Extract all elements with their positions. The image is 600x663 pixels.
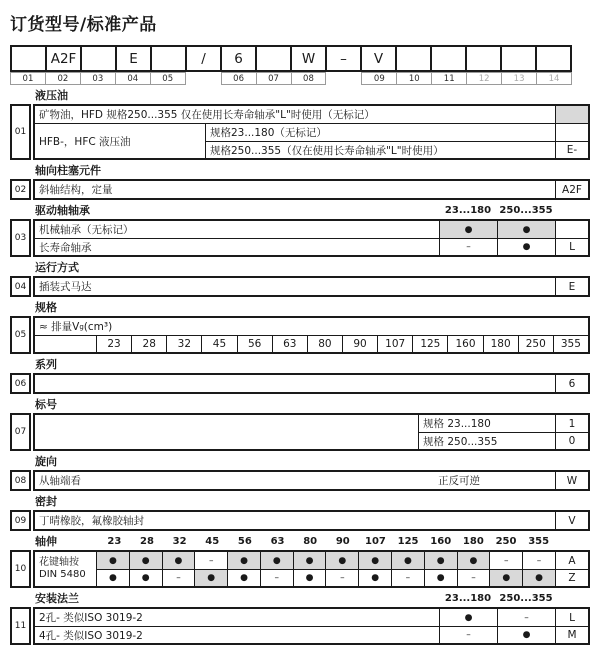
availability-cell: ●: [358, 570, 391, 586]
table-row: [35, 626, 588, 643]
displacement-label: ≈ 排量V g (cm³): [39, 320, 113, 333]
availability-cell: ●: [162, 552, 195, 569]
section-heading: 标号: [35, 398, 57, 411]
table-row: [418, 432, 588, 449]
availability-cell: ●: [424, 570, 457, 586]
code-number: 07: [268, 73, 279, 84]
size-value: 63: [283, 338, 297, 350]
size-value: 160: [455, 338, 476, 350]
availability-cell: –: [325, 570, 358, 586]
option-label: 规格 23...180: [418, 415, 555, 432]
section-index: [10, 399, 590, 451]
code-number-cell: [326, 72, 361, 85]
availability-cell: ●: [391, 552, 424, 569]
availability-cell: –: [391, 570, 424, 586]
availability-cell: –: [162, 570, 195, 586]
option-code: [555, 106, 588, 123]
code-letter-cell: [502, 47, 537, 70]
size-value-cell: [96, 336, 131, 352]
option-code: M: [555, 627, 588, 643]
code-number: 03: [92, 73, 104, 84]
code-letter-cell: [467, 47, 502, 70]
table-row: [35, 335, 588, 352]
section-number: 10: [10, 550, 31, 588]
option-label: 丁晴橡胶，氟橡胶轴封: [39, 515, 144, 527]
size-range-header: 23...180: [444, 205, 492, 216]
availability-cell: ●: [227, 552, 260, 569]
code-number-cell: [292, 72, 327, 85]
availability-cell: ●: [489, 570, 522, 586]
table-row: [35, 278, 588, 295]
section-heading: 规格: [35, 301, 57, 314]
size-value-cell: [342, 336, 377, 352]
availability-cell: ●: [293, 570, 326, 586]
code-number: 05: [162, 73, 174, 84]
option-code: A2F: [555, 181, 588, 198]
option-code: 0: [555, 433, 588, 449]
code-letter: W: [301, 50, 316, 67]
size-value-cell: [201, 336, 236, 352]
section-number: 11: [10, 607, 31, 645]
table-row: [35, 221, 588, 238]
code-letter-cell: [117, 47, 152, 70]
section-heading: 轴伸: [35, 535, 57, 548]
code-letter-cell: [397, 47, 432, 70]
option-code: L: [555, 609, 588, 626]
option-label: 长寿命轴承: [39, 241, 92, 254]
size-value-cell: [237, 336, 272, 352]
size-value: 125: [420, 338, 441, 350]
table-row: [35, 238, 588, 255]
section-number: 07: [10, 413, 31, 451]
availability-cell: –: [439, 239, 497, 255]
size-range-header: 250...355: [499, 593, 553, 604]
option-label: 机械轴承（无标记）: [39, 224, 134, 236]
shaft-size-header: 180: [462, 536, 484, 547]
option-label: 从轴端看: [39, 475, 81, 487]
shaft-availability-row-z: [96, 570, 555, 586]
availability-cell: ●: [293, 552, 326, 569]
size-value-cell: [377, 336, 412, 352]
availability-cell: ●: [129, 570, 162, 586]
code-number: 09: [373, 73, 385, 84]
option-label: 规格250...355（仅在使用长寿命轴承"L"时使用）: [205, 142, 555, 158]
size-value: 45: [212, 338, 227, 350]
option-code: 6: [555, 375, 588, 392]
availability-cell: ●: [260, 552, 293, 569]
section-heading: 安装法兰: [35, 592, 79, 605]
section-hydraulic-fluid: [10, 90, 590, 160]
code-number: 01: [22, 73, 34, 84]
availability-cell: ●: [497, 221, 555, 238]
code-number-cell: [432, 72, 467, 85]
availability-cell: ●: [358, 552, 391, 569]
code-number-cell: [151, 72, 186, 85]
size-value: 32: [177, 338, 192, 350]
code-number: 10: [408, 73, 420, 84]
option-label: 矿物油，HFD 规格250...355 仅在使用长寿命轴承"L"时使用（无标记）: [39, 109, 375, 121]
option-code: 1: [555, 415, 588, 432]
shaft-size-header: 63: [270, 536, 285, 547]
shaft-size-header: 355: [528, 536, 550, 547]
shaft-size-header: 32: [172, 536, 187, 547]
section-drive-shaft-bearing: [10, 205, 590, 257]
availability-cell: –: [260, 570, 293, 586]
section-heading: 运行方式: [35, 261, 79, 274]
section-number: 01: [10, 104, 31, 160]
size-value: 355: [560, 338, 581, 350]
ordering-code-table: [10, 45, 572, 85]
code-number-cell: [257, 72, 292, 85]
section-heading: 密封: [35, 495, 57, 508]
option-label: 规格23...180（无标记）: [205, 124, 555, 141]
code-number: 04: [127, 73, 139, 84]
availability-cell: ●: [96, 552, 129, 569]
availability-cell: ●: [424, 552, 457, 569]
code-number: 02: [57, 73, 69, 84]
availability-cell: –: [489, 552, 522, 569]
code-letter-cell: [187, 47, 222, 70]
table-row: [35, 181, 588, 198]
size-value-cell: [166, 336, 201, 352]
code-letter-cell: [432, 47, 467, 70]
option-label: 斜轴结构，定量: [39, 184, 113, 196]
code-letter-cell: [327, 47, 362, 70]
section-number: 05: [10, 316, 31, 354]
option-label: 花键轴按 DIN 5480: [39, 557, 86, 580]
section-number: 08: [10, 470, 31, 491]
section-number: 03: [10, 219, 31, 257]
option-code: L: [555, 239, 588, 255]
availability-cell: ●: [325, 552, 358, 569]
size-value: 180: [490, 338, 511, 350]
code-number-cell: [186, 72, 221, 85]
table-row-group: [35, 415, 588, 449]
option-label: 规格 250...355: [418, 433, 555, 449]
blank-cell: [35, 415, 418, 449]
code-number-row: [10, 72, 572, 85]
availability-cell: ●: [522, 570, 555, 586]
availability-cell: ●: [96, 570, 129, 586]
section-number: 04: [10, 276, 31, 297]
availability-cell: –: [457, 570, 490, 586]
shaft-size-header: 56: [237, 536, 252, 547]
code-number: 08: [303, 73, 314, 84]
section-heading: 驱动轴轴承: [35, 204, 90, 217]
availability-cell: ●: [439, 221, 497, 238]
availability-cell: ●: [439, 609, 497, 626]
code-number-cell: [81, 72, 116, 85]
shaft-size-header: 90: [335, 536, 350, 547]
option-label: 2孔- 类似ISO 3019-2: [39, 612, 143, 624]
option-code: Z: [555, 570, 588, 586]
shaft-size-header: 160: [430, 536, 452, 547]
option-value: 正反可逆: [438, 475, 480, 487]
code-number: 13: [513, 73, 525, 84]
option-code: E-: [555, 142, 588, 158]
section-heading: 旋向: [35, 455, 57, 468]
size-value: 250: [525, 338, 546, 350]
size-value: 28: [142, 338, 156, 350]
table-row: [205, 141, 588, 158]
table-row: [35, 318, 588, 335]
option-code: V: [555, 512, 588, 529]
table-row: [205, 124, 588, 141]
shaft-size-header: 250: [495, 536, 517, 547]
shaft-availability-row-a: [96, 552, 555, 569]
option-label: HFB-，HFC 液压油: [39, 135, 131, 148]
code-letter-cell: [257, 47, 292, 70]
code-letter: –: [340, 50, 347, 67]
option-code: A: [555, 552, 588, 569]
code-number-cell: [397, 72, 432, 85]
code-letter: A2F: [50, 50, 77, 67]
section-heading: 液压油: [35, 89, 68, 102]
size-value-cell: [483, 336, 518, 352]
availability-cell: –: [497, 609, 555, 626]
availability-cell: –: [439, 627, 497, 643]
size-value-cell: [131, 336, 166, 352]
section-number: 06: [10, 373, 31, 394]
availability-cell: ●: [129, 552, 162, 569]
size-range-header: 23...180: [444, 593, 492, 604]
section-number: 02: [10, 179, 31, 200]
size-value: 56: [247, 338, 262, 350]
section-shaft-end: [10, 536, 590, 588]
shaft-size-header: 28: [140, 536, 154, 547]
option-code: [555, 221, 588, 238]
table-row: [35, 609, 588, 626]
code-letter-cell: [82, 47, 117, 70]
section-series: [10, 359, 590, 394]
code-number-cell: [467, 72, 502, 85]
table-row-group: [35, 552, 588, 586]
code-letter-cell: [222, 47, 257, 70]
section-size: [10, 302, 590, 354]
code-number: 06: [233, 73, 244, 84]
section-seals: [10, 496, 590, 531]
code-letter: 6: [234, 50, 243, 67]
availability-cell: –: [194, 552, 227, 569]
code-number-cell: [116, 72, 151, 85]
table-row: [35, 375, 588, 392]
shaft-size-header: 107: [365, 536, 386, 547]
code-number-cell: [537, 72, 572, 85]
size-value: 90: [353, 338, 367, 350]
shaft-size-header: 45: [205, 536, 220, 547]
table-row: [96, 569, 588, 586]
page-title: 订货型号/标准产品: [10, 15, 157, 35]
size-row-stub: [35, 336, 96, 352]
code-letter: V: [373, 50, 384, 67]
code-number-cell: [221, 72, 257, 85]
size-value-cell: [447, 336, 482, 352]
size-value-cell: [412, 336, 447, 352]
code-number-cell: [361, 72, 397, 85]
size-value-cell: [307, 336, 342, 352]
code-letter-cell: [12, 47, 47, 70]
option-code: [555, 124, 588, 141]
section-heading: 系列: [35, 358, 57, 371]
code-letter-cell: [362, 47, 397, 70]
size-range-header: 250...355: [499, 205, 553, 216]
table-row: [418, 415, 588, 432]
option-label: 插装式马达: [39, 281, 92, 293]
code-letter-cell: [292, 47, 327, 70]
size-value-cell: [518, 336, 553, 352]
code-number-cell: [502, 72, 537, 85]
availability-cell: –: [522, 552, 555, 569]
availability-cell: ●: [457, 552, 490, 569]
section-direction-of-rotation: [10, 456, 590, 491]
option-label: [35, 375, 555, 392]
size-value: 107: [385, 338, 406, 350]
table-row: [35, 106, 588, 123]
shaft-size-header: 80: [303, 536, 318, 547]
availability-cell: ●: [227, 570, 260, 586]
section-number: 09: [10, 510, 31, 531]
shaft-size-header-row: [98, 536, 555, 548]
table-row: [35, 472, 588, 489]
option-label: 4孔- 类似ISO 3019-2: [39, 629, 143, 642]
shaft-size-header: 125: [397, 536, 419, 547]
size-value-cell: [553, 336, 588, 352]
size-value: 23: [107, 338, 121, 350]
size-value-row: [96, 336, 588, 352]
table-row-group: [35, 123, 588, 158]
availability-cell: ●: [497, 239, 555, 255]
code-number: 11: [443, 73, 455, 84]
section-mounting-flange: [10, 593, 590, 645]
code-letter-cell: [47, 47, 82, 70]
availability-cell: ●: [194, 570, 227, 586]
code-number-cell: [10, 72, 46, 85]
availability-cell: ●: [497, 627, 555, 643]
option-code: E: [555, 278, 588, 295]
shaft-size-header: 23: [107, 536, 122, 547]
table-row: [96, 552, 588, 569]
size-value: 80: [318, 338, 332, 350]
code-number-cell: [46, 72, 81, 85]
code-letter: E: [129, 50, 138, 67]
section-operating-mode: [10, 262, 590, 297]
section-axial-piston-unit: [10, 165, 590, 200]
table-row: [35, 512, 588, 529]
code-letter-cell: [152, 47, 187, 70]
code-number: 14: [548, 73, 560, 84]
code-letter: /: [201, 50, 206, 67]
section-heading: 轴向柱塞元件: [35, 164, 101, 177]
option-code: W: [555, 472, 588, 489]
code-letter-row: [10, 45, 572, 72]
code-letter-cell: [537, 47, 570, 70]
size-value-cell: [272, 336, 307, 352]
code-number: 12: [478, 73, 490, 84]
